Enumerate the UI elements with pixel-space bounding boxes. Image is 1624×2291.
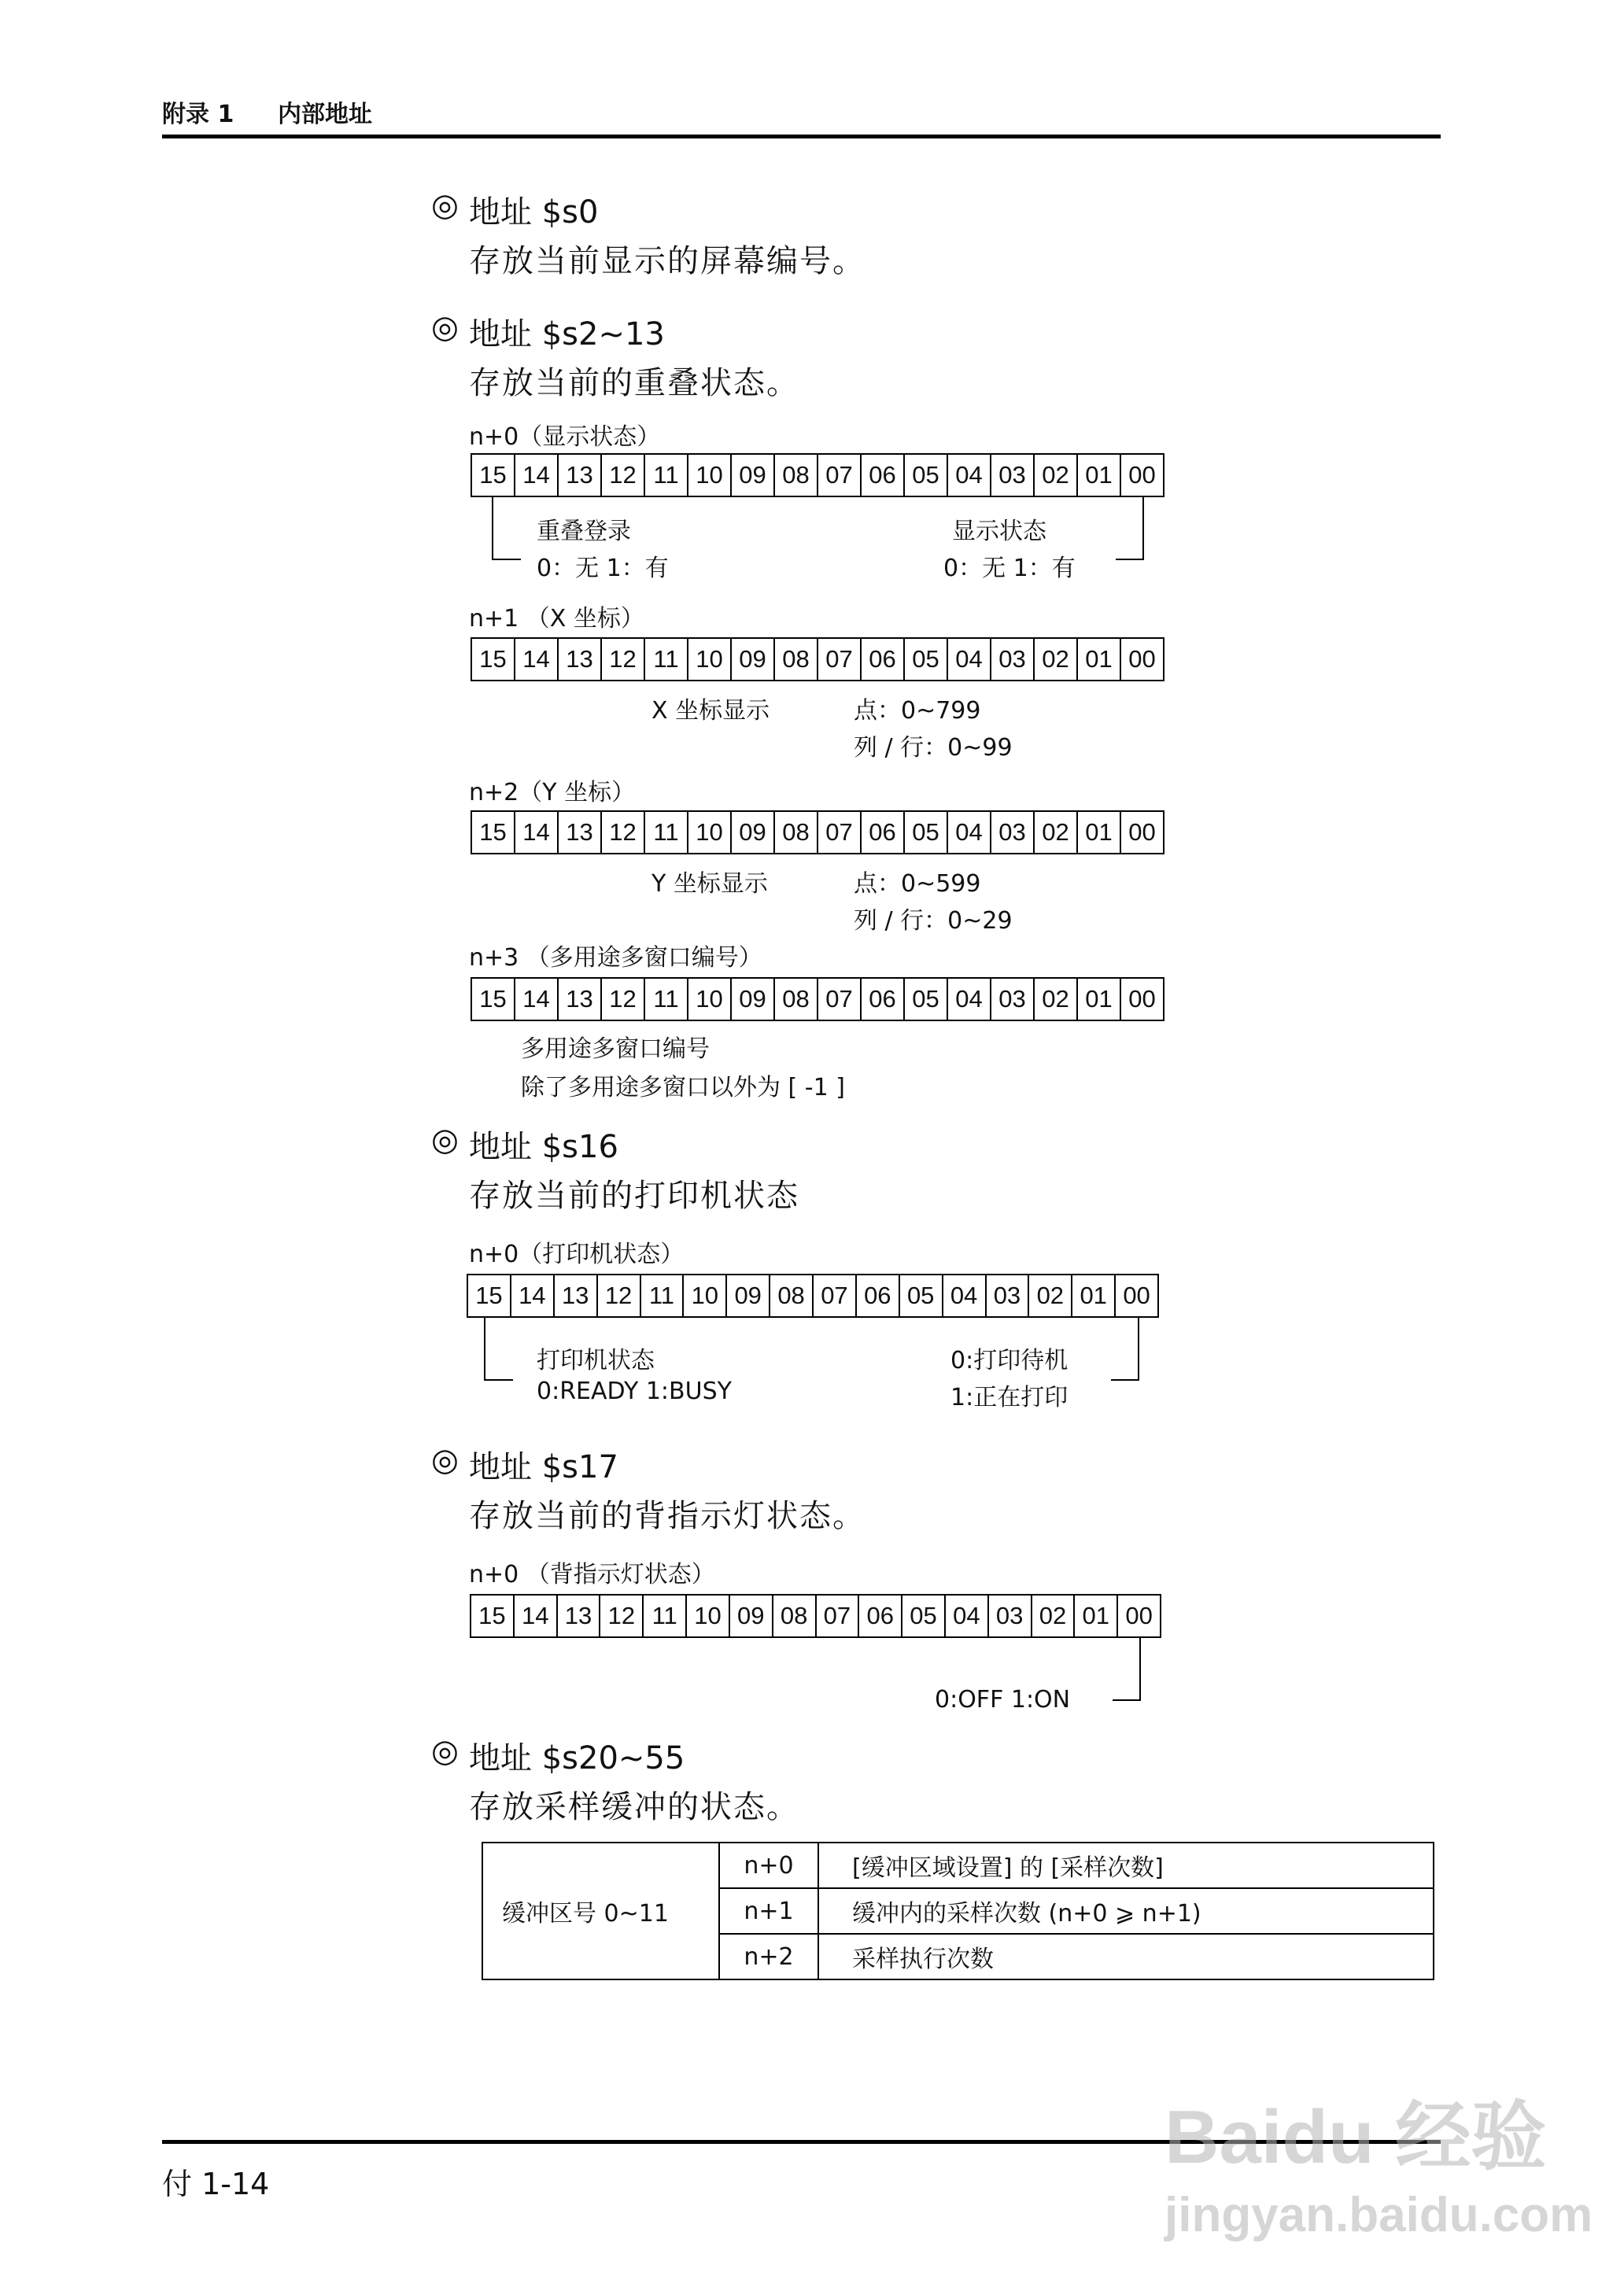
bracket-line [1111,1379,1139,1381]
register-label: n+0（打印机状态） [469,1241,685,1268]
bit-cell: 05 [903,639,947,680]
printer-idle-value: 0:打印待机 [950,1347,1069,1374]
bracket-line [492,497,493,560]
bit-cell: 03 [990,639,1033,680]
bit-cell: 13 [557,812,600,853]
double-circle-icon: ◎ [431,309,459,345]
section-heading-s2-13: 地址 $s2~13 [469,316,665,352]
bit-cell: 05 [901,1596,944,1636]
bit-table [471,977,1164,1021]
offset-cell: n+1 [719,1888,818,1934]
bit-cell: 06 [860,639,903,680]
y-colrow-range: 列 / 行：0~29 [854,907,1013,935]
bit-table [471,637,1164,681]
bit-cell: 07 [817,639,860,680]
bit-cell: 06 [860,455,903,496]
bit-cell: 04 [947,812,990,853]
bit-cell: 10 [687,639,730,680]
bit-cell: 09 [730,639,773,680]
bit-cell: 01 [1071,1275,1114,1316]
bit-cell: 15 [479,645,507,673]
bit-cell: 13 [557,455,600,496]
printer-busy-value: 1:正在打印 [950,1384,1069,1411]
bit-cell: 15 [479,461,507,489]
x-dot-range: 点：0~799 [854,697,981,725]
bit-cell: 09 [725,1275,769,1316]
double-circle-icon: ◎ [431,1733,459,1769]
bit-cell: 11 [642,1596,685,1636]
bit-cell: 11 [644,455,687,496]
bit-cell: 04 [947,639,990,680]
bit-cell: 03 [990,812,1033,853]
x-colrow-range: 列 / 行：0~99 [854,734,1013,762]
register-label: n+1 （X 坐标） [469,605,644,633]
bit-cell: 05 [903,979,947,1020]
display-state-values: 0：无 1：有 [943,555,1076,582]
bit-cell: 06 [855,1275,899,1316]
bracket-line [1139,1638,1141,1701]
section-desc-s20-55: 存放采样缓冲的状态。 [469,1789,799,1825]
bit-table [471,453,1164,497]
offset-cell: n+0 [719,1843,818,1888]
bit-cell: 06 [860,979,903,1020]
bit-cell: 02 [1033,812,1076,853]
bit-cell: 10 [687,455,730,496]
bit-cell: 01 [1076,979,1120,1020]
page-title: 内部地址 [278,101,372,128]
bit-cell: 05 [903,455,947,496]
bit-cell: 01 [1076,812,1120,853]
bit-cell: 02 [1033,979,1076,1020]
bit-cell: 15 [475,1282,503,1309]
overlap-register-values: 0：无 1：有 [537,555,669,582]
y-dot-range: 点：0~599 [854,870,981,898]
bit-cell: 11 [640,1275,683,1316]
bit-cell: 10 [682,1275,725,1316]
bit-cell: 02 [1028,1275,1071,1316]
double-circle-icon: ◎ [431,187,459,223]
bit-cell: 02 [1033,455,1076,496]
bracket-line [1138,1318,1139,1381]
bit-cell: 01 [1076,639,1120,680]
bit-cell: 15 [478,1602,506,1629]
section-heading-s17: 地址 $s17 [469,1449,618,1485]
bit-table [467,1274,1159,1318]
section-desc-s16: 存放当前的打印机状态 [469,1178,799,1214]
bracket-line [1116,559,1144,560]
bit-cell: 07 [817,979,860,1020]
bracket-line [1142,497,1144,560]
bracket-line [1113,1699,1141,1701]
bit-cell: 14 [514,979,557,1020]
section-desc-s2-13: 存放当前的重叠状态。 [469,365,799,401]
bit-cell: 10 [685,1596,729,1636]
bit-cell: 12 [600,639,644,680]
bit-table [470,1594,1161,1638]
bit-cell: 08 [772,1596,815,1636]
bit-cell: 08 [773,639,817,680]
bit-cell: 14 [514,639,557,680]
bit-cell: 00 [1120,979,1163,1020]
bit-cell: 12 [600,979,644,1020]
printer-state-values: 0:READY 1:BUSY [537,1378,732,1405]
bit-cell: 14 [513,1596,556,1636]
overlap-register-title: 重叠登录 [537,518,631,545]
meaning-cell: 采样执行次数 [818,1934,1434,1979]
bit-cell: 14 [514,812,557,853]
bit-cell: 08 [769,1275,812,1316]
header-rule [162,135,1441,138]
bit-cell: 15 [479,985,507,1013]
bit-cell: 03 [985,1275,1028,1316]
buffer-table [482,1842,1434,1980]
bit-cell: 12 [596,1275,640,1316]
bit-cell: 04 [944,1596,987,1636]
bit-cell: 13 [557,979,600,1020]
bracket-line [484,1318,485,1381]
bit-cell: 03 [990,455,1033,496]
bit-cell: 14 [514,455,557,496]
bit-cell: 00 [1114,1275,1157,1316]
bit-cell: 00 [1120,455,1163,496]
baidu-watermark-url: jingyan.baidu.com [1164,2188,1593,2242]
bit-cell: 08 [773,979,817,1020]
bit-cell: 09 [729,1596,772,1636]
multi-window-note: 除了多用途多窗口以外为 [ -1 ] [521,1074,845,1101]
bit-cell: 04 [947,979,990,1020]
section-heading-s20-55: 地址 $s20~55 [469,1740,685,1776]
bit-cell: 01 [1076,455,1120,496]
bracket-line [484,1379,513,1381]
bit-cell: 07 [815,1596,858,1636]
bit-cell: 13 [557,639,600,680]
page-number: 付 1-14 [162,2167,270,2201]
bit-cell: 07 [817,812,860,853]
bit-cell: 13 [553,1275,596,1316]
bit-cell: 04 [947,455,990,496]
bracket-line [492,559,521,560]
display-state-title: 显示状态 [952,518,1046,545]
bit-cell: 08 [773,455,817,496]
bit-cell: 05 [903,812,947,853]
double-circle-icon: ◎ [431,1122,459,1158]
printer-state-title: 打印机状态 [537,1347,655,1374]
register-label: n+3 （多用途多窗口编号） [469,944,762,972]
bit-cell: 07 [817,455,860,496]
bit-cell: 14 [510,1275,553,1316]
register-label: n+0（显示状态） [469,423,661,451]
y-coordinate-title: Y 坐标显示 [651,870,768,898]
bit-cell: 08 [773,812,817,853]
bit-cell: 15 [479,818,507,846]
bit-cell: 12 [600,812,644,853]
appendix-label: 附录 1 [162,101,234,128]
baidu-watermark-logo: Baidu 经验 [1164,2095,1547,2179]
bit-cell: 00 [1120,812,1163,853]
double-circle-icon: ◎ [431,1442,459,1478]
bit-cell: 00 [1116,1596,1160,1636]
bit-cell: 03 [990,979,1033,1020]
multi-window-title: 多用途多窗口编号 [521,1035,710,1063]
meaning-cell: 缓冲内的采样次数 (n+0 ⩾ n+1) [818,1888,1434,1934]
bit-cell: 01 [1073,1596,1116,1636]
bit-cell: 10 [687,812,730,853]
section-desc-s17: 存放当前的背指示灯状态。 [469,1498,866,1534]
buffer-number-cell: 缓冲区号 0~11 [482,1843,719,1979]
backlight-values: 0:OFF 1:ON [935,1686,1071,1714]
bit-cell: 09 [730,812,773,853]
bit-cell: 06 [858,1596,901,1636]
bit-table [471,810,1164,854]
offset-cell: n+2 [719,1934,818,1979]
bit-cell: 00 [1120,639,1163,680]
bit-cell: 09 [730,455,773,496]
bit-cell: 10 [687,979,730,1020]
meaning-cell: [缓冲区域设置] 的 [采样次数] [818,1843,1434,1888]
bit-cell: 02 [1033,639,1076,680]
section-heading-s16: 地址 $s16 [469,1129,618,1165]
bit-cell: 03 [987,1596,1031,1636]
bit-cell: 06 [860,812,903,853]
register-label: n+0 （背指示灯状态） [469,1561,715,1588]
x-coordinate-title: X 坐标显示 [651,697,770,725]
bit-cell: 02 [1031,1596,1074,1636]
bit-cell: 12 [599,1596,642,1636]
bit-cell: 07 [812,1275,855,1316]
register-label: n+2（Y 坐标） [469,779,636,806]
section-heading-s0: 地址 $s0 [469,194,599,231]
bit-cell: 11 [644,639,687,680]
section-desc-s0: 存放当前显示的屏幕编号。 [469,243,866,279]
bit-cell: 04 [942,1275,985,1316]
bit-cell: 05 [899,1275,942,1316]
bit-cell: 13 [556,1596,600,1636]
bit-cell: 12 [600,455,644,496]
bit-cell: 11 [644,812,687,853]
bit-cell: 09 [730,979,773,1020]
bit-cell: 11 [644,979,687,1020]
